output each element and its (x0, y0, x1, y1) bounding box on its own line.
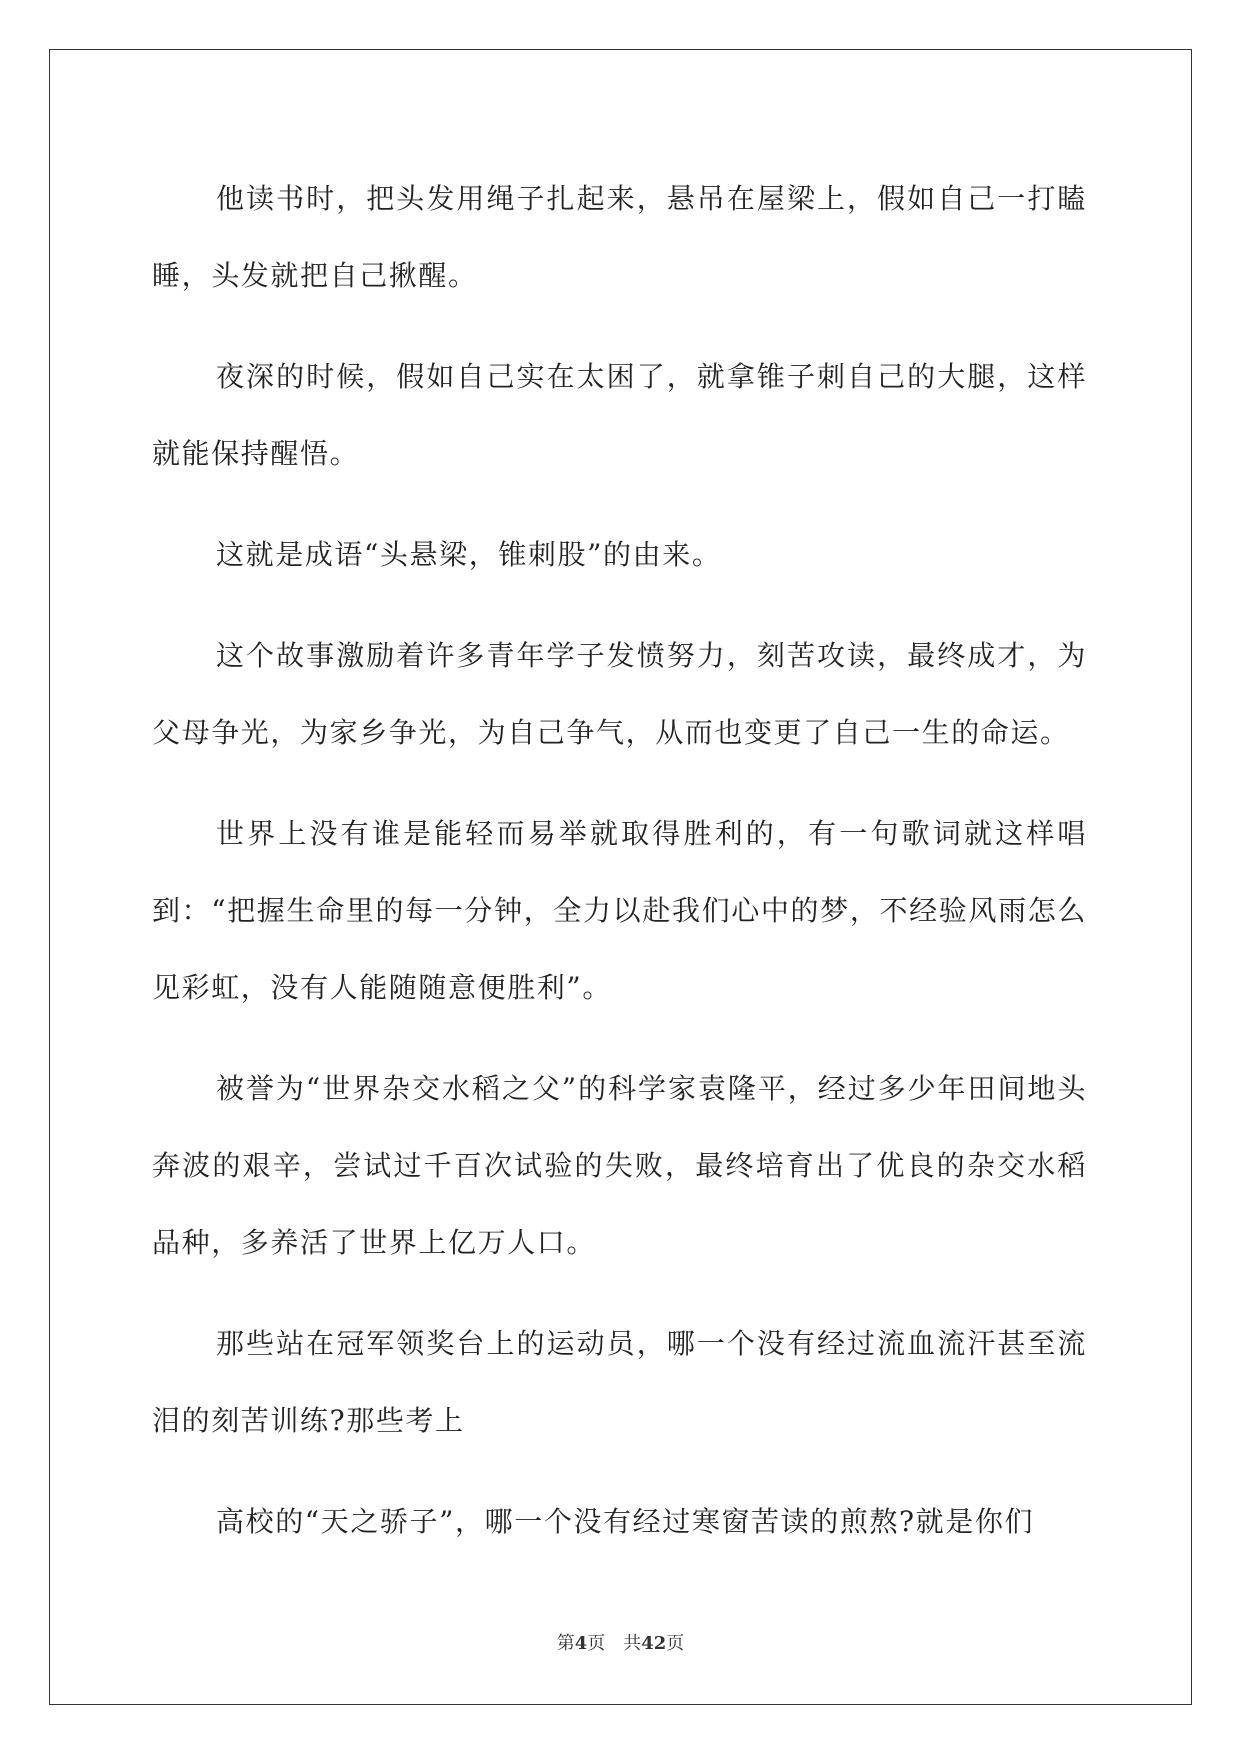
paragraph-6: 被誉为“世界杂交水稻之父”的科学家袁隆平，经过多少年田间地头奔波的艰辛，尝试过千百次试验的失败，最终培育出了优良的杂交水稻品种，多养活了世界上亿万人口。 (152, 1072, 1087, 1259)
paragraph-3: 这就是成语“头悬梁，锥刺股”的由来。 (216, 538, 722, 571)
paragraph-7: 那些站在冠军领奖台上的运动员，哪一个没有经过流血流汗甚至流泪的刻苦训练?那些考上 (152, 1327, 1087, 1437)
footer-prefix: 第 (556, 1633, 575, 1654)
page-number: 4 (574, 1633, 588, 1654)
document-body (152, 160, 1087, 1584)
paragraph-2: 夜深的时候，假如自己实在太困了，就拿锥子刺自己的大腿，这样就能保持醒悟。 (152, 360, 1087, 470)
paragraph-4: 这个故事激励着许多青年学子发愤努力，刻苦攻读，最终成才，为父母争光，为家乡争光，为自己争气，从而也变更了自己一生的命运。 (152, 639, 1087, 749)
paragraph-8: 高校的“天之骄子”，哪一个没有经过寒窗苦读的煎熬?就是你们 (216, 1505, 1035, 1538)
paragraph-1: 他读书时，把头发用绳子扎起来，悬吊在屋梁上，假如自己一打瞌睡，头发就把自己揪醒。 (152, 182, 1087, 292)
paragraph-5: 世界上没有谁是能轻而易举就取得胜利的，有一句歌词就这样唱到：“把握生命里的每一分钟，全力以赴我们心中的梦，不经验风雨怎么见彩虹，没有人能随随意便胜利”。 (152, 817, 1087, 1004)
total-pages: 42 (641, 1633, 667, 1654)
footer-suffix: 页 (666, 1633, 685, 1654)
page-footer (0, 1629, 1241, 1655)
footer-middle: 页 共 (587, 1633, 642, 1654)
